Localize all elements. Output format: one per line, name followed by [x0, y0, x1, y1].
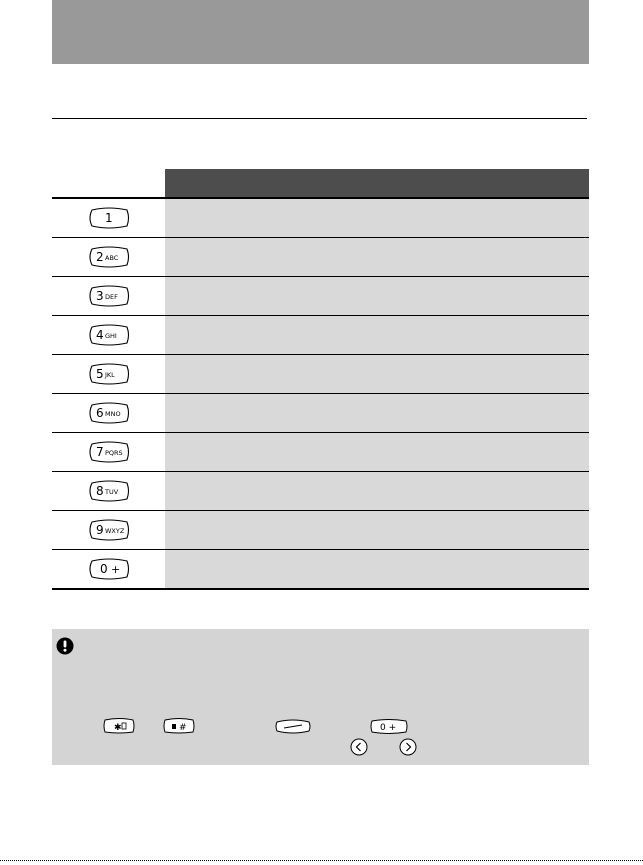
- key-cell: [52, 316, 165, 354]
- zero-plus-key-icon: [369, 719, 409, 734]
- key-digit: 9: [95, 523, 104, 537]
- table-row: [52, 237, 589, 276]
- key-letters: ABC: [104, 254, 118, 262]
- key-cell: [52, 355, 165, 393]
- key-digit: 7: [95, 445, 104, 459]
- key-digit: 3: [95, 289, 104, 303]
- key-8-icon: [87, 480, 131, 502]
- key-4-icon: [87, 324, 131, 346]
- key-letters: GHI: [104, 332, 117, 340]
- key-digit: 2: [95, 250, 104, 264]
- table-header: [52, 169, 589, 199]
- header-key-column: [52, 169, 165, 197]
- star-key-icon: [102, 718, 136, 734]
- key-cell: [52, 433, 165, 471]
- footer-dotted-line: [0, 860, 643, 861]
- table-row: [52, 471, 589, 510]
- svg-text:✱: ✱: [114, 723, 122, 733]
- key-cell: [52, 238, 165, 276]
- header-description-column: [165, 169, 589, 197]
- exclamation-icon: [56, 637, 74, 655]
- key-2-icon: [87, 246, 131, 268]
- description-cell: [165, 277, 589, 315]
- key-0-icon: [87, 558, 131, 580]
- key-cell: [52, 472, 165, 510]
- key-5-icon: [87, 363, 131, 385]
- left-key-icon: [350, 738, 368, 756]
- description-cell: [165, 238, 589, 276]
- table-row: [52, 354, 589, 393]
- key-digit: 1: [104, 211, 113, 225]
- key-letters: JKL: [104, 371, 115, 379]
- key-digit: 6: [95, 406, 104, 420]
- key-letters: DEF: [104, 293, 118, 301]
- table-row: [52, 510, 589, 549]
- key-cell: [52, 511, 165, 549]
- hash-key-icon: [162, 718, 196, 734]
- description-cell: [165, 433, 589, 471]
- table-row: [52, 432, 589, 471]
- description-cell: [165, 199, 589, 237]
- description-cell: [165, 394, 589, 432]
- soft-key-icon: [274, 719, 312, 734]
- key-digit: 0: [99, 562, 108, 576]
- table-row: [52, 276, 589, 315]
- key-digit: 5: [95, 367, 104, 381]
- description-cell: [165, 472, 589, 510]
- key-cell: [52, 550, 165, 588]
- svg-text:0 +: 0 +: [380, 723, 397, 733]
- description-cell: [165, 511, 589, 549]
- section-rule: [52, 118, 587, 119]
- key-cell: [52, 199, 165, 237]
- key-7-icon: [87, 441, 131, 463]
- key-1-icon: [87, 207, 131, 229]
- key-letters: WXYZ: [104, 527, 124, 535]
- description-cell: [165, 316, 589, 354]
- key-6-icon: [87, 402, 131, 424]
- key-letters: TUV: [104, 488, 118, 496]
- key-letters: +: [110, 563, 120, 576]
- table-row: [52, 315, 589, 354]
- key-digit: 4: [95, 328, 104, 342]
- table-row: [52, 199, 589, 237]
- key-9-icon: [87, 519, 131, 541]
- keypad-table: [52, 169, 589, 590]
- table-row: [52, 393, 589, 432]
- key-3-icon: [87, 285, 131, 307]
- note-box: [52, 629, 589, 765]
- description-cell: [165, 550, 589, 588]
- svg-text:#: #: [179, 723, 187, 733]
- table-row: [52, 549, 589, 588]
- header-band: [52, 0, 589, 64]
- right-key-icon: [399, 738, 417, 756]
- key-cell: [52, 277, 165, 315]
- key-letters: MNO: [104, 410, 121, 418]
- key-digit: 8: [95, 484, 104, 498]
- description-cell: [165, 355, 589, 393]
- key-letters: PQRS: [104, 449, 123, 457]
- key-cell: [52, 394, 165, 432]
